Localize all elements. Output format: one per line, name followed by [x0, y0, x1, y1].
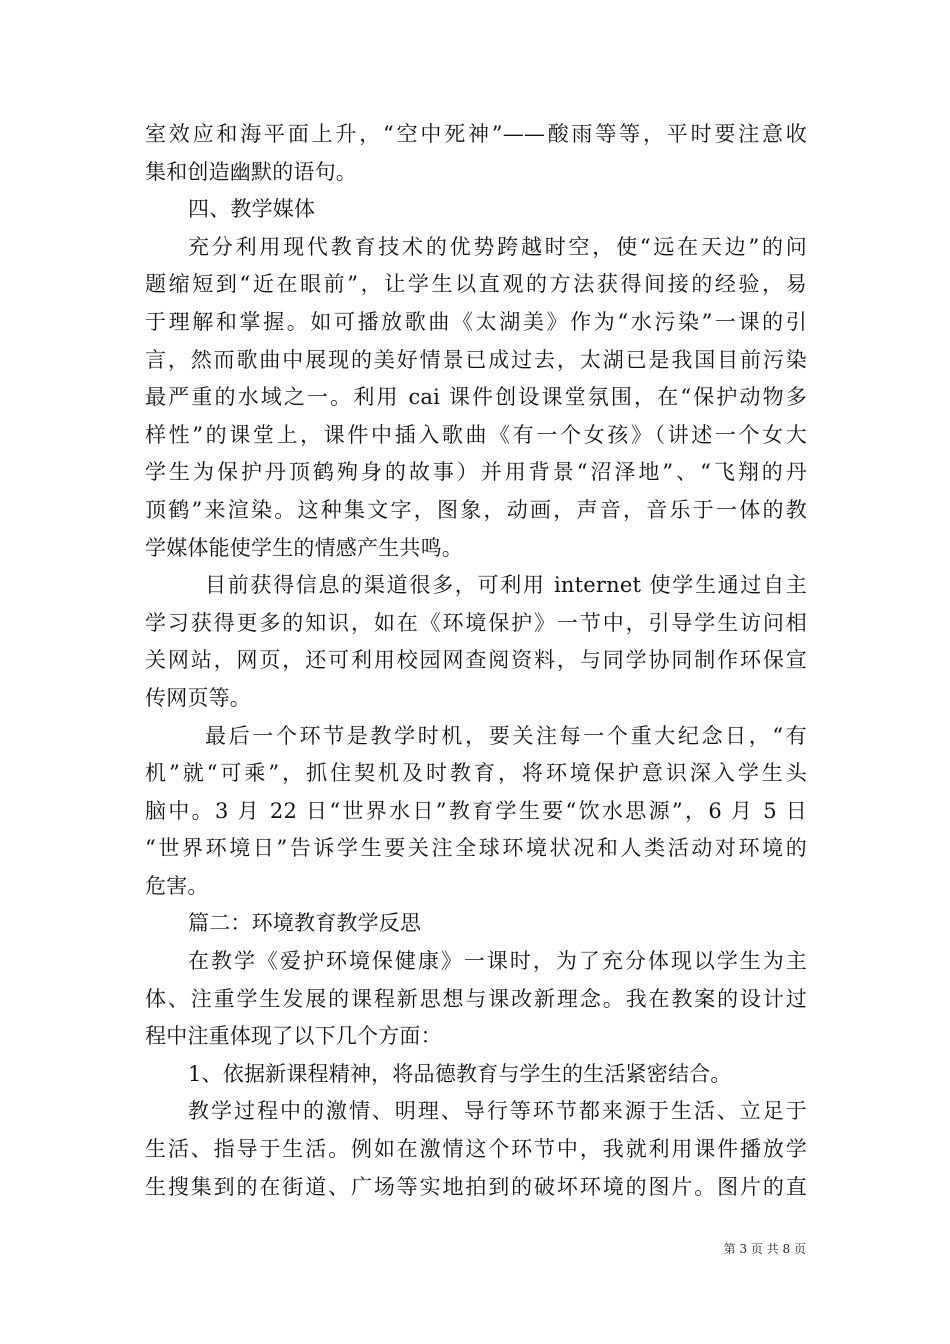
text-line: 体、注重学生发展的课程新思想与课改新理念。我在教案的设计过 [145, 986, 807, 1011]
text-line: 1、依据新课程精神，将品德教育与学生的生活紧密结合。 [188, 1061, 732, 1086]
section-heading: 四、教学媒体 [188, 197, 316, 222]
text-line: 机”就“可乘”，抓住契机及时教育，将环境保护意识深入学生头 [145, 761, 807, 786]
text-line: 题缩短到“近在眼前”，让学生以直观的方法获得间接的经验，易 [145, 272, 807, 297]
text-line: 生搜集到的在街道、广场等实地拍到的破坏环境的图片。图片的直 [145, 1174, 807, 1199]
text-line: 学生为保护丹顶鹤殉身的故事）并用背景“沼泽地”、“飞翔的丹 [145, 460, 807, 485]
text-line: 教学过程中的激情、明理、导行等环节都来源于生活、立足于 [188, 1099, 807, 1124]
text-line: 样性”的课堂上，课件中插入歌曲《有一个女孩》（讲述一个女大 [145, 422, 807, 447]
text-line: 生活、指导于生活。例如在激情这个环节中，我就利用课件播放学 [145, 1137, 807, 1162]
text-line: 传网页等。 [145, 685, 251, 710]
text-line: 言，然而歌曲中展现的美好情景已成过去，太湖已是我国目前污染 [145, 347, 807, 372]
page-number: 第 3 页 共 8 页 [723, 1242, 806, 1256]
text-line: 学媒体能使学生的情感产生共鸣。 [145, 535, 463, 560]
text-line: 集和创造幽默的语句。 [145, 159, 357, 184]
text-line: 顶鹤”来渲染。这种集文字，图象，动画，声音，音乐于一体的教 [145, 497, 807, 522]
text-line: 脑中。3 月 22 日“世界水日”教育学生要“饮水思源”，6 月 5 日 [145, 798, 807, 823]
text-line: “世界环境日”告诉学生要关注全球环境状况和人类活动对环境的 [145, 836, 807, 861]
text-line: 最严重的水域之一。利用 cai 课件创设课堂氛围，在“保护动物多 [145, 385, 807, 410]
section-heading: 篇二：环境教育教学反思 [188, 911, 422, 936]
text-line: 危害。 [145, 873, 209, 898]
text-line: 目前获得信息的渠道很多，可利用 internet 使学生通过自主 [205, 573, 807, 598]
document-body [145, 116, 807, 1206]
text-line: 室效应和海平面上升，“空中死神”——酸雨等等，平时要注意收 [145, 122, 807, 146]
text-line: 最后一个环节是教学时机，要关注每一个重大纪念日，“有 [205, 723, 807, 748]
text-line: 于理解和掌握。如可播放歌曲《太湖美》作为“水污染”一课的引 [145, 309, 807, 334]
text-line: 关网站，网页，还可利用校园网查阅资料，与同学协同制作环保宣 [145, 648, 807, 673]
text-line: 学习获得更多的知识，如在《环境保护》一节中，引导学生访问相 [145, 610, 807, 635]
text-line: 程中注重体现了以下几个方面： [145, 1024, 442, 1049]
text-line: 充分利用现代教育技术的优势跨越时空，使“远在天边”的问 [188, 234, 807, 259]
text-line: 在教学《爱护环境保健康》一课时，为了充分体现以学生为主 [188, 949, 807, 974]
